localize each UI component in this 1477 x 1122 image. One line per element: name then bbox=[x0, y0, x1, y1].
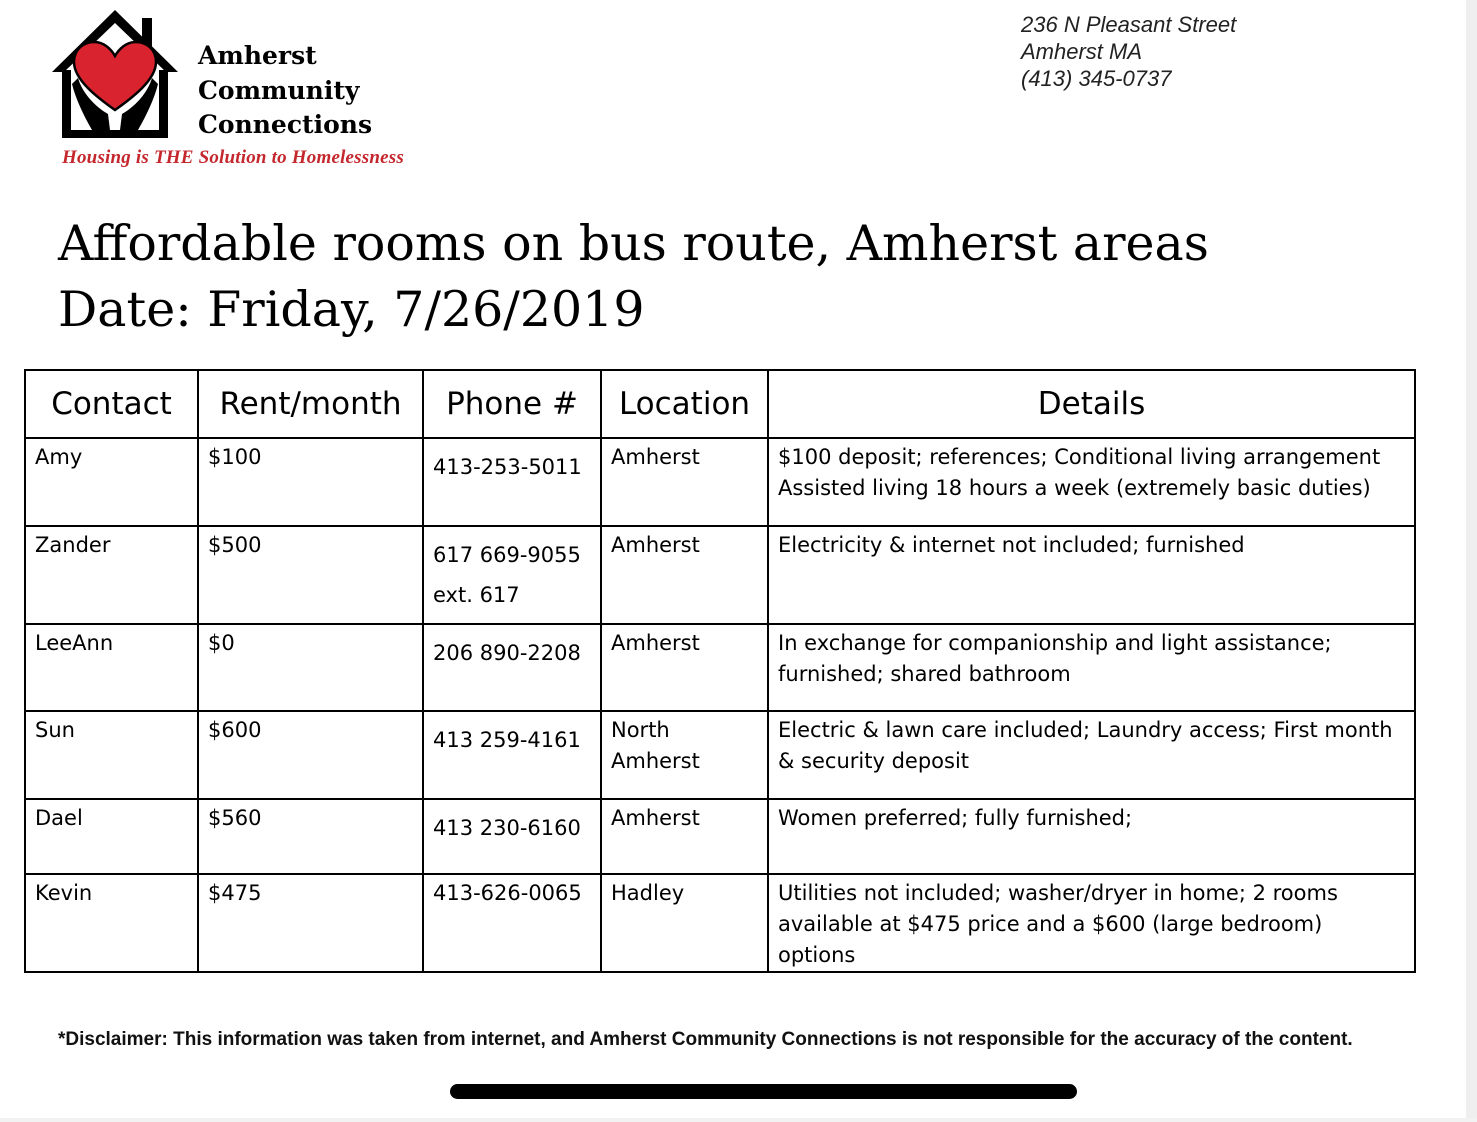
location-line: Amherst bbox=[611, 806, 700, 830]
details-line: Utilities not included; washer/dryer in home; 2 rooms bbox=[778, 881, 1338, 905]
rent-cell: $475 bbox=[198, 874, 423, 972]
location-cell bbox=[601, 799, 768, 874]
phone-line: 206 890-2208 bbox=[433, 641, 581, 665]
rent-cell: $600 bbox=[198, 711, 423, 799]
org-tagline: Housing is THE Solution to Homelessness bbox=[62, 147, 404, 168]
page-bottom-edge bbox=[0, 1118, 1477, 1122]
table-row bbox=[25, 711, 1415, 799]
location-cell bbox=[601, 874, 768, 972]
title-date: Date: Friday, 7/26/2019 bbox=[58, 281, 645, 338]
table-row bbox=[25, 799, 1415, 874]
location-line: Amherst bbox=[611, 749, 700, 773]
phone-cell bbox=[423, 711, 601, 799]
details-cell bbox=[768, 711, 1415, 799]
table-row bbox=[25, 526, 1415, 624]
details-line: furnished; shared bathroom bbox=[778, 662, 1071, 686]
address-street: 236 N Pleasant Street bbox=[1021, 12, 1237, 37]
details-cell bbox=[768, 438, 1415, 526]
details-line: & security deposit bbox=[778, 749, 970, 773]
disclaimer-text: *Disclaimer: This information was taken from internet, and Amherst Community Connections is not responsible for the accuracy of the content. bbox=[58, 1029, 1353, 1050]
details-cell bbox=[768, 874, 1415, 972]
phone-cell bbox=[423, 526, 601, 624]
location-line: Amherst bbox=[611, 631, 700, 655]
details-line: Women preferred; fully furnished; bbox=[778, 806, 1133, 830]
table-row bbox=[25, 438, 1415, 526]
phone-cell bbox=[423, 874, 601, 972]
table-header-row bbox=[25, 370, 1415, 438]
contact-cell: Sun bbox=[25, 711, 198, 799]
rent-cell: $500 bbox=[198, 526, 423, 624]
phone-line: 617 669-9055 bbox=[433, 543, 581, 567]
phone-cell bbox=[423, 799, 601, 874]
details-cell bbox=[768, 624, 1415, 711]
phone-extension: ext. 617 bbox=[433, 583, 520, 607]
home-indicator-bar[interactable] bbox=[450, 1084, 1077, 1099]
page-edge-shadow bbox=[1466, 0, 1477, 1122]
phone-cell bbox=[423, 624, 601, 711]
details-line: Electricity & internet not included; furnished bbox=[778, 533, 1245, 557]
phone-cell bbox=[423, 438, 601, 526]
location-cell bbox=[601, 526, 768, 624]
details-cell bbox=[768, 799, 1415, 874]
address-phone: (413) 345-0737 bbox=[1021, 66, 1172, 91]
column-header-details: Details bbox=[768, 370, 1415, 438]
rent-cell: $100 bbox=[198, 438, 423, 526]
location-line: Amherst bbox=[611, 533, 700, 557]
location-line: Hadley bbox=[611, 881, 685, 905]
contact-cell: Kevin bbox=[25, 874, 198, 972]
details-line: Assisted living 18 hours a week (extremely basic duties) bbox=[778, 476, 1371, 500]
page-title bbox=[58, 211, 1209, 343]
location-line: Amherst bbox=[611, 445, 700, 469]
org-name-line-2: Community bbox=[198, 76, 360, 105]
details-line: available at $475 price and a $600 (large bedroom) bbox=[778, 912, 1323, 936]
house-heart-hands-icon bbox=[48, 6, 178, 142]
column-header-contact: Contact bbox=[25, 370, 198, 438]
phone-line: 413 259-4161 bbox=[433, 728, 581, 752]
column-header-phone: Phone # bbox=[423, 370, 601, 438]
details-line: Electric & lawn care included; Laundry access; First month bbox=[778, 718, 1393, 742]
org-address bbox=[1021, 11, 1236, 92]
location-cell bbox=[601, 624, 768, 711]
title-line-1: Affordable rooms on bus route, Amherst areas bbox=[58, 215, 1209, 272]
column-header-location: Location bbox=[601, 370, 768, 438]
org-name-line-1: Amherst bbox=[198, 41, 317, 70]
phone-line: 413-626-0065 bbox=[433, 881, 582, 905]
org-name-line-3: Connections bbox=[198, 110, 373, 139]
location-line: North bbox=[611, 718, 670, 742]
details-line: $100 deposit; references; Conditional living arrangement bbox=[778, 445, 1381, 469]
rooms-table bbox=[24, 369, 1416, 973]
location-cell bbox=[601, 438, 768, 526]
rent-cell: $560 bbox=[198, 799, 423, 874]
table-row bbox=[25, 874, 1415, 972]
details-line: options bbox=[778, 943, 856, 967]
table-row bbox=[25, 624, 1415, 711]
contact-cell: Zander bbox=[25, 526, 198, 624]
location-cell bbox=[601, 711, 768, 799]
contact-cell: Dael bbox=[25, 799, 198, 874]
contact-cell: LeeAnn bbox=[25, 624, 198, 711]
address-city: Amherst MA bbox=[1021, 39, 1143, 64]
phone-line: 413 230-6160 bbox=[433, 816, 581, 840]
org-logo bbox=[48, 6, 438, 174]
details-cell bbox=[768, 526, 1415, 624]
phone-line: 413-253-5011 bbox=[433, 455, 582, 479]
rent-cell: $0 bbox=[198, 624, 423, 711]
contact-cell: Amy bbox=[25, 438, 198, 526]
column-header-rent: Rent/month bbox=[198, 370, 423, 438]
details-line: In exchange for companionship and light assistance; bbox=[778, 631, 1332, 655]
